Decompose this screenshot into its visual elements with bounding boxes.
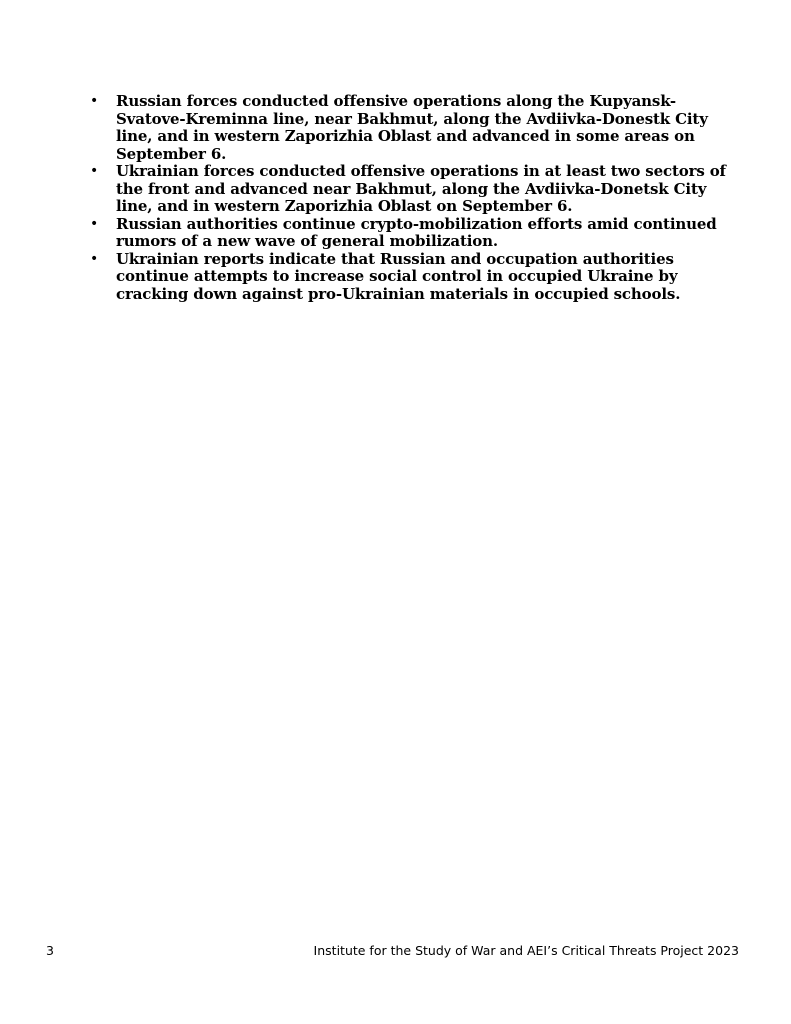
list-item [90,163,735,216]
page-footer [0,943,791,963]
bullet-icon: • [90,163,99,179]
footer-attribution: Institute for the Study of War and AEI’s Critical Threats Project 2023 [313,943,739,958]
list-item [90,251,735,304]
key-takeaways-list [90,93,735,303]
list-item-text: Ukrainian forces conducted offensive operations in at least two sectors of the front and advanced near Bakhmut, along the Avdiivka-Donetsk City line, and in western Zaporizhia Oblast on September 6. [116,162,726,215]
list-item-text: Ukrainian reports indicate that Russian and occupation authorities continue attempts to increase social control in occupied Ukraine by cracking down against pro-Ukrainian materials in occupied schools. [116,249,681,303]
bullet-icon: • [90,93,99,109]
bullet-icon: • [90,250,99,267]
bullet-icon: • [90,215,99,232]
list-item [90,93,735,163]
list-item-text: Russian forces conducted offensive operations along the Kupyansk-Svatove-Kreminna line, near Bakhmut, along the Avdiivka-Donestk City line, and in western Zaporizhia Oblast and advanced in some areas on September 6. [116,92,708,163]
list-item-text: Russian authorities continue crypto-mobilization efforts amid continued rumors of a new wave of general mobilization. [116,214,717,250]
list-item [90,216,735,251]
page-number: 3 [46,943,54,958]
